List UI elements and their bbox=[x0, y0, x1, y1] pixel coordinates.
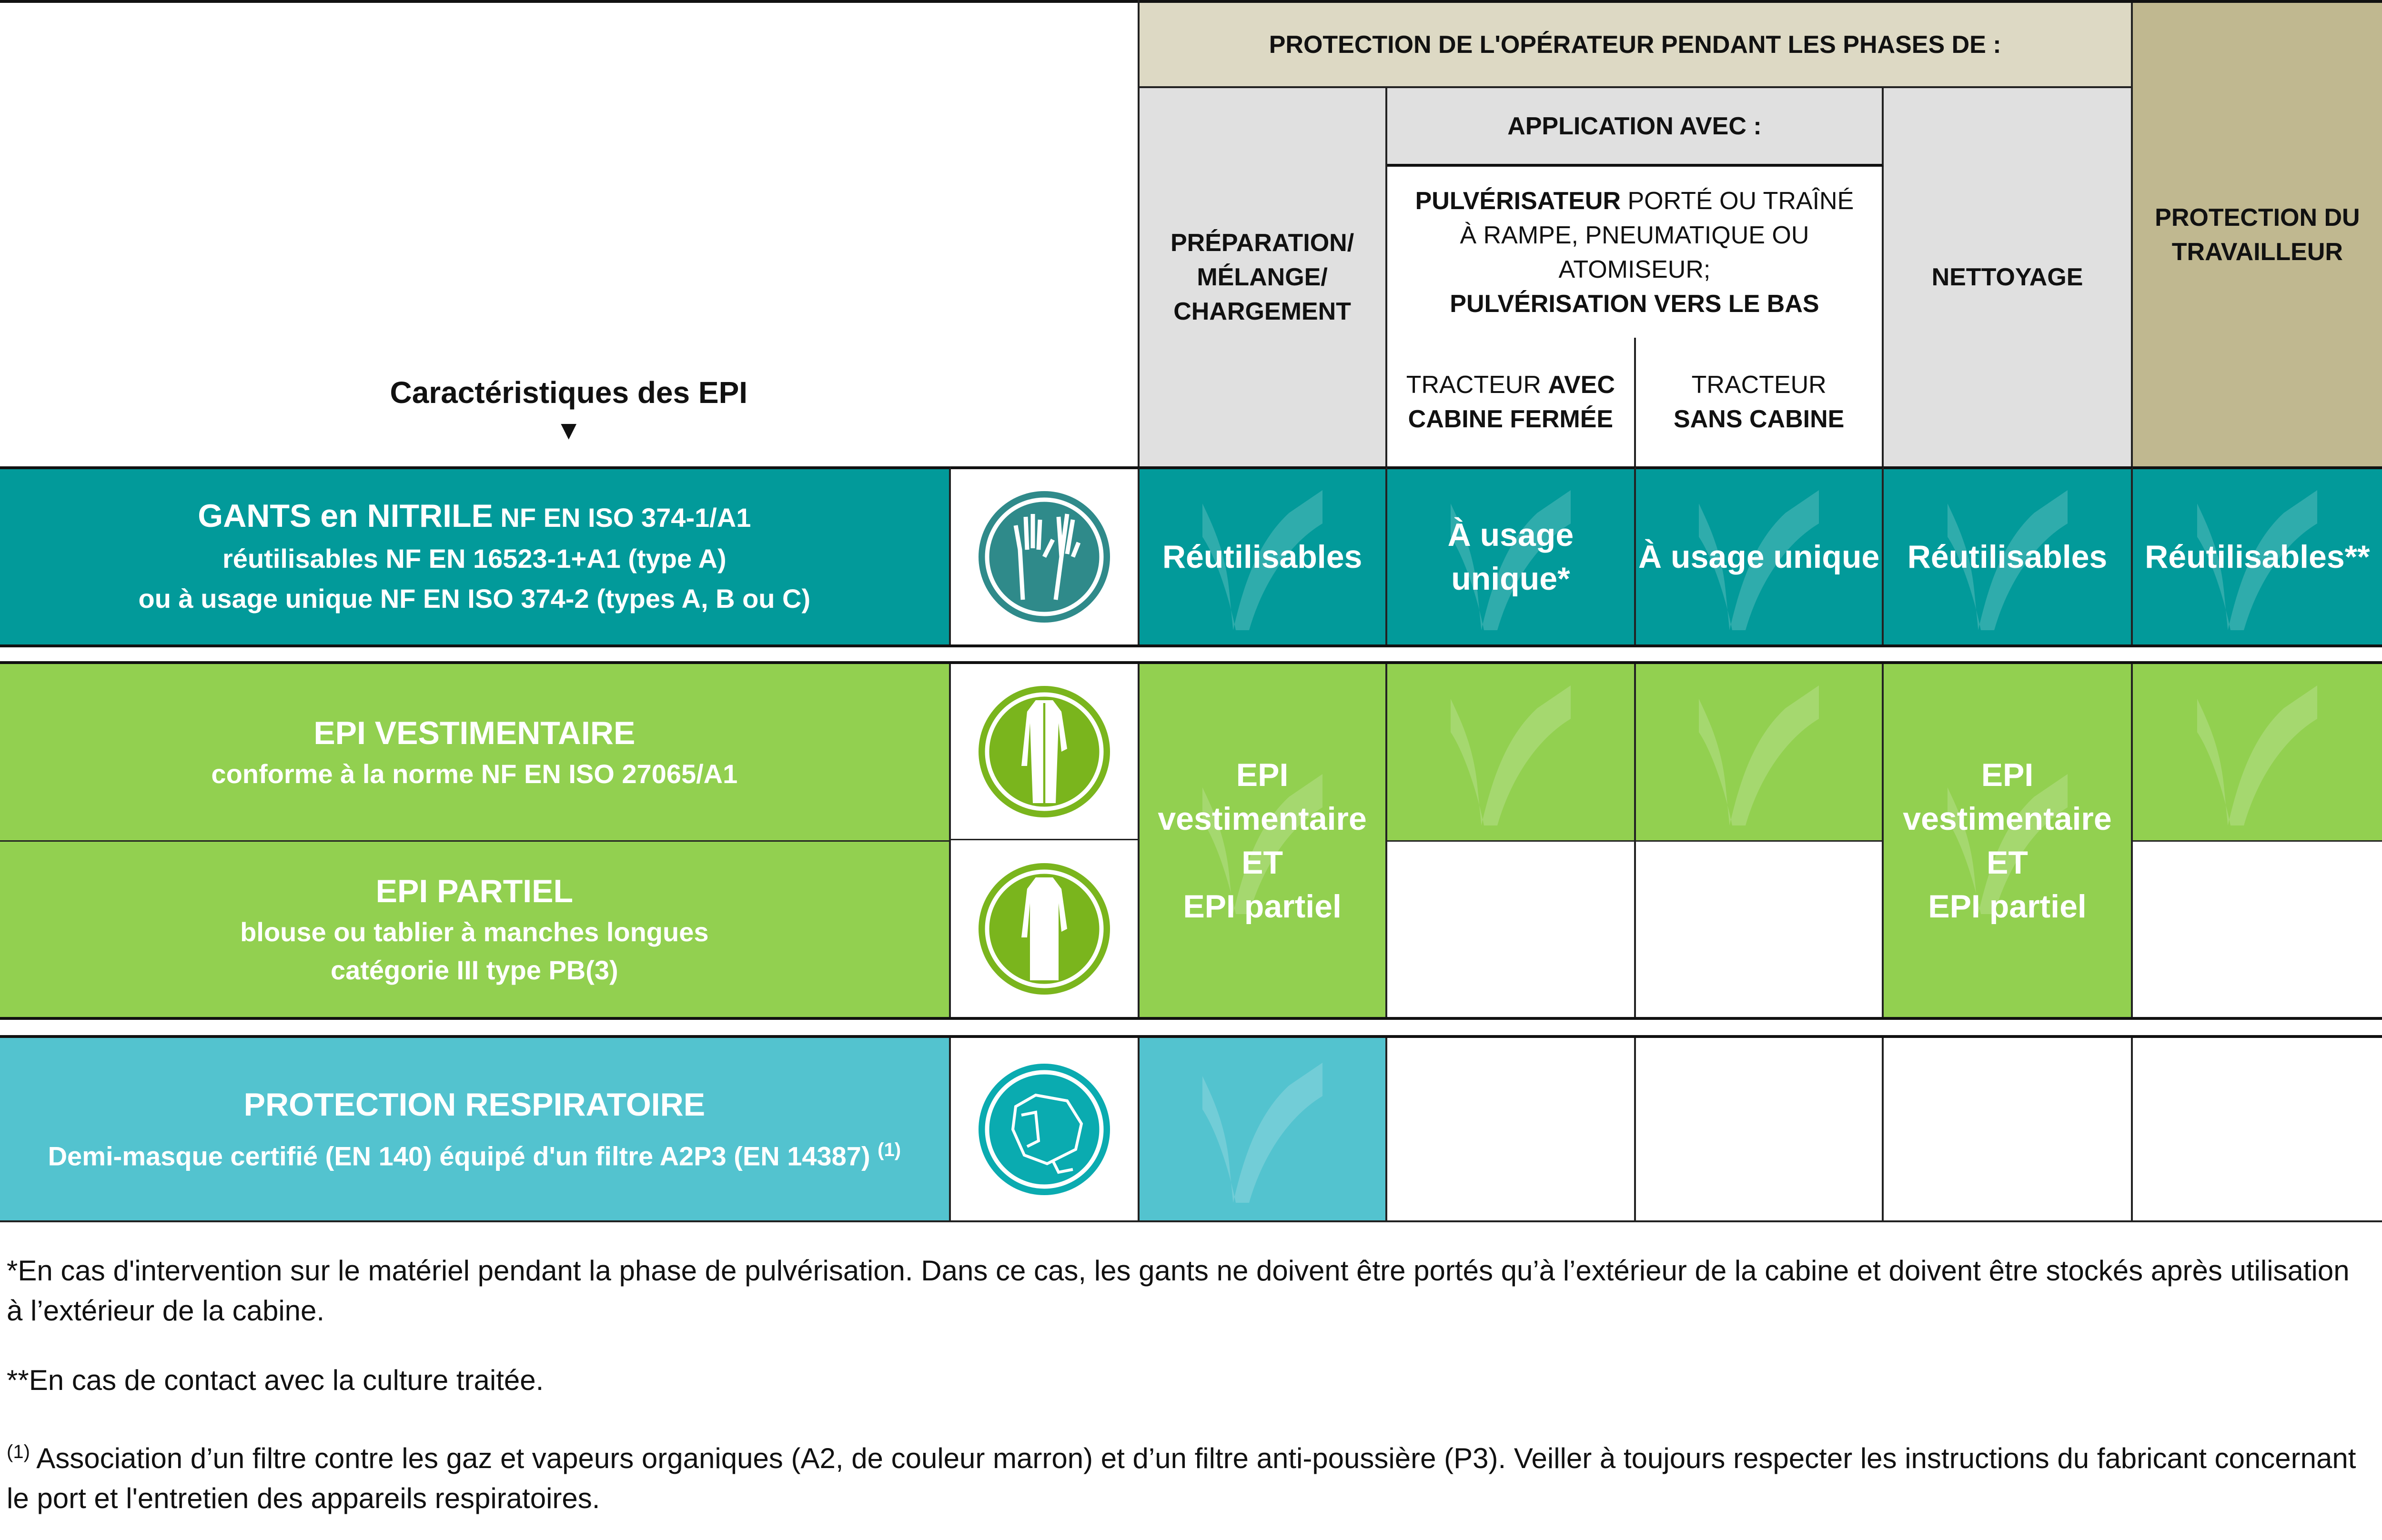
respiratory-label bbox=[0, 1038, 951, 1220]
cleaning-title: NETTOYAGE bbox=[1931, 263, 2083, 291]
worker-protection-header bbox=[2133, 3, 2382, 466]
merged-line1: EPI vestimentaire bbox=[1903, 756, 2112, 837]
respiratory-tractor-with-cell bbox=[1387, 1038, 1636, 1220]
respiratory-preparation-cell bbox=[1140, 1038, 1387, 1220]
footnote-1: *En cas d'intervention sur le matériel pendant la phase de pulvérisation. Dans ce cas, les gants ne doivent être portés qu’à l’extérieur de la cabine et doivent être stockés après utilisation à l’extérieur de la cabine. bbox=[7, 1255, 2350, 1327]
footnote-3-marker: (1) bbox=[7, 1441, 30, 1462]
footnote-2: **En cas de contact avec la culture traitée. bbox=[7, 1364, 544, 1396]
gloves-title: GANTS en NITRILE bbox=[198, 498, 493, 534]
check-icon bbox=[2190, 676, 2324, 828]
application-title: APPLICATION AVEC : bbox=[1507, 112, 1762, 140]
worker-line1: PROTECTION DU bbox=[2155, 203, 2360, 232]
footnote-3: Association d’un filtre contre les gaz et vapeurs organiques (A2, de couleur marron) et d’un filtre anti-poussière (P3). Veiller à toujours respecter les instructions du fabricant concernant le port et l'entretien des appareils respiratoires. bbox=[7, 1442, 2356, 1514]
gloves-cell bbox=[1140, 466, 1387, 644]
respiratory-line2: Demi-masque certifié (EN 140) équipé d'un filtre A2P3 (EN 14387) bbox=[48, 1141, 870, 1171]
clothing-title: EPI VESTIMENTAIRE bbox=[313, 715, 636, 751]
prep-line3: CHARGEMENT bbox=[1173, 298, 1351, 325]
prep-line1: PRÉPARATION/ bbox=[1170, 229, 1354, 257]
sprayer-text1: PORTÉ OU TRAÎNÉ bbox=[1621, 187, 1854, 215]
merged-line2: ET bbox=[1987, 844, 2028, 881]
gloves-line2: réutilisables NF EN 16523-1+A1 (type A) bbox=[222, 544, 727, 574]
gloves-cell-text: À usage unique bbox=[1638, 539, 1880, 575]
merged-line3: EPI partiel bbox=[1928, 888, 2087, 925]
tractor-without-t1: TRACTEUR bbox=[1691, 371, 1827, 399]
down-arrow-icon: ▼ bbox=[555, 415, 582, 445]
gloves-icon bbox=[951, 466, 1140, 644]
gloves-norm: NF EN ISO 374-1/A1 bbox=[493, 503, 751, 533]
tractor-with-b1: AVEC bbox=[1548, 371, 1615, 399]
respirator-icon bbox=[951, 1038, 1140, 1220]
clothing-tractor-without-cell bbox=[1636, 664, 1884, 840]
gloves-cell bbox=[1636, 466, 1884, 644]
partial-worker-cell bbox=[2133, 840, 2382, 1017]
tractor-with-b2: CABINE FERMÉE bbox=[1408, 405, 1614, 433]
tractor-without-b2: SANS CABINE bbox=[1674, 405, 1845, 433]
sprayer-text2: À RAMPE, PNEUMATIQUE OU ATOMISEUR; bbox=[1460, 221, 1809, 283]
phases-title: PROTECTION DE L'OPÉRATEUR PENDANT LES PHASES DE : bbox=[1269, 30, 2001, 59]
respiratory-tractor-without-cell bbox=[1636, 1038, 1884, 1220]
partial-tractor-without-cell bbox=[1636, 840, 1884, 1017]
sprayer-text3: PULVÉRISATION VERS LE BAS bbox=[1450, 290, 1819, 318]
footnotes bbox=[0, 1220, 2382, 1540]
partial-line2: blouse ou tablier à manches longues bbox=[240, 917, 709, 947]
tractor-with-cabin-header bbox=[1387, 338, 1636, 466]
check-icon bbox=[1444, 676, 1577, 828]
gloves-label bbox=[0, 466, 951, 644]
preparation-header bbox=[1140, 88, 1387, 466]
gloves-line3: ou à usage unique NF EN ISO 374-2 (types A, B ou C) bbox=[138, 584, 811, 614]
preparation-clothing-merged-cell bbox=[1140, 664, 1387, 1017]
cleaning-clothing-merged-cell bbox=[1884, 664, 2133, 1017]
merged-line3: EPI partiel bbox=[1183, 888, 1342, 925]
worker-line2: TRAVAILLEUR bbox=[2171, 238, 2343, 266]
row-gap bbox=[0, 644, 2382, 664]
cleaning-header bbox=[1884, 88, 2133, 466]
partial-line3: catégorie III type PB(3) bbox=[330, 955, 618, 985]
check-icon bbox=[1692, 676, 1826, 828]
gloves-cell bbox=[1884, 466, 2133, 644]
partial-tractor-with-cell bbox=[1387, 840, 1636, 1017]
gloves-cell bbox=[2133, 466, 2382, 644]
sprayer-bold: PULVÉRISATEUR bbox=[1415, 187, 1621, 215]
application-header bbox=[1387, 88, 1884, 167]
respiratory-footnote-ref: (1) bbox=[878, 1139, 901, 1160]
clothing-worker-cell bbox=[2133, 664, 2382, 840]
row-gap bbox=[0, 1017, 2382, 1038]
clothing-label bbox=[0, 664, 951, 840]
clothing-line2: conforme à la norme NF EN ISO 27065/A1 bbox=[211, 759, 738, 789]
respiratory-worker-cell bbox=[2133, 1038, 2382, 1220]
merged-line1: EPI vestimentaire bbox=[1158, 756, 1367, 837]
merged-line2: ET bbox=[1241, 844, 1283, 881]
partial-title: EPI PARTIEL bbox=[375, 873, 574, 909]
tractor-without-cabin-header bbox=[1636, 338, 1884, 466]
tractor-with-t1: TRACTEUR bbox=[1406, 371, 1548, 399]
sprayer-header bbox=[1387, 167, 1884, 338]
apron-icon bbox=[951, 840, 1140, 1017]
check-icon bbox=[1196, 1053, 1329, 1206]
coverall-icon bbox=[951, 664, 1140, 840]
gloves-cell-text: Réutilisables bbox=[1162, 539, 1363, 575]
gloves-cell bbox=[1387, 466, 1636, 644]
operator-phases-header bbox=[1140, 3, 2133, 88]
gloves-cell-text: Réutilisables** bbox=[2145, 539, 2370, 575]
respiratory-title: PROTECTION RESPIRATOIRE bbox=[243, 1086, 706, 1123]
gloves-cell-text: Réutilisables bbox=[1907, 539, 2108, 575]
left-title: Caractéristiques des EPI bbox=[390, 375, 748, 410]
epi-characteristics-header bbox=[0, 0, 1140, 466]
respiratory-cleaning-cell bbox=[1884, 1038, 2133, 1220]
gloves-cell-text: À usage unique* bbox=[1447, 517, 1574, 597]
prep-line2: MÉLANGE/ bbox=[1197, 263, 1328, 291]
partial-label bbox=[0, 840, 951, 1017]
clothing-tractor-with-cell bbox=[1387, 664, 1636, 840]
